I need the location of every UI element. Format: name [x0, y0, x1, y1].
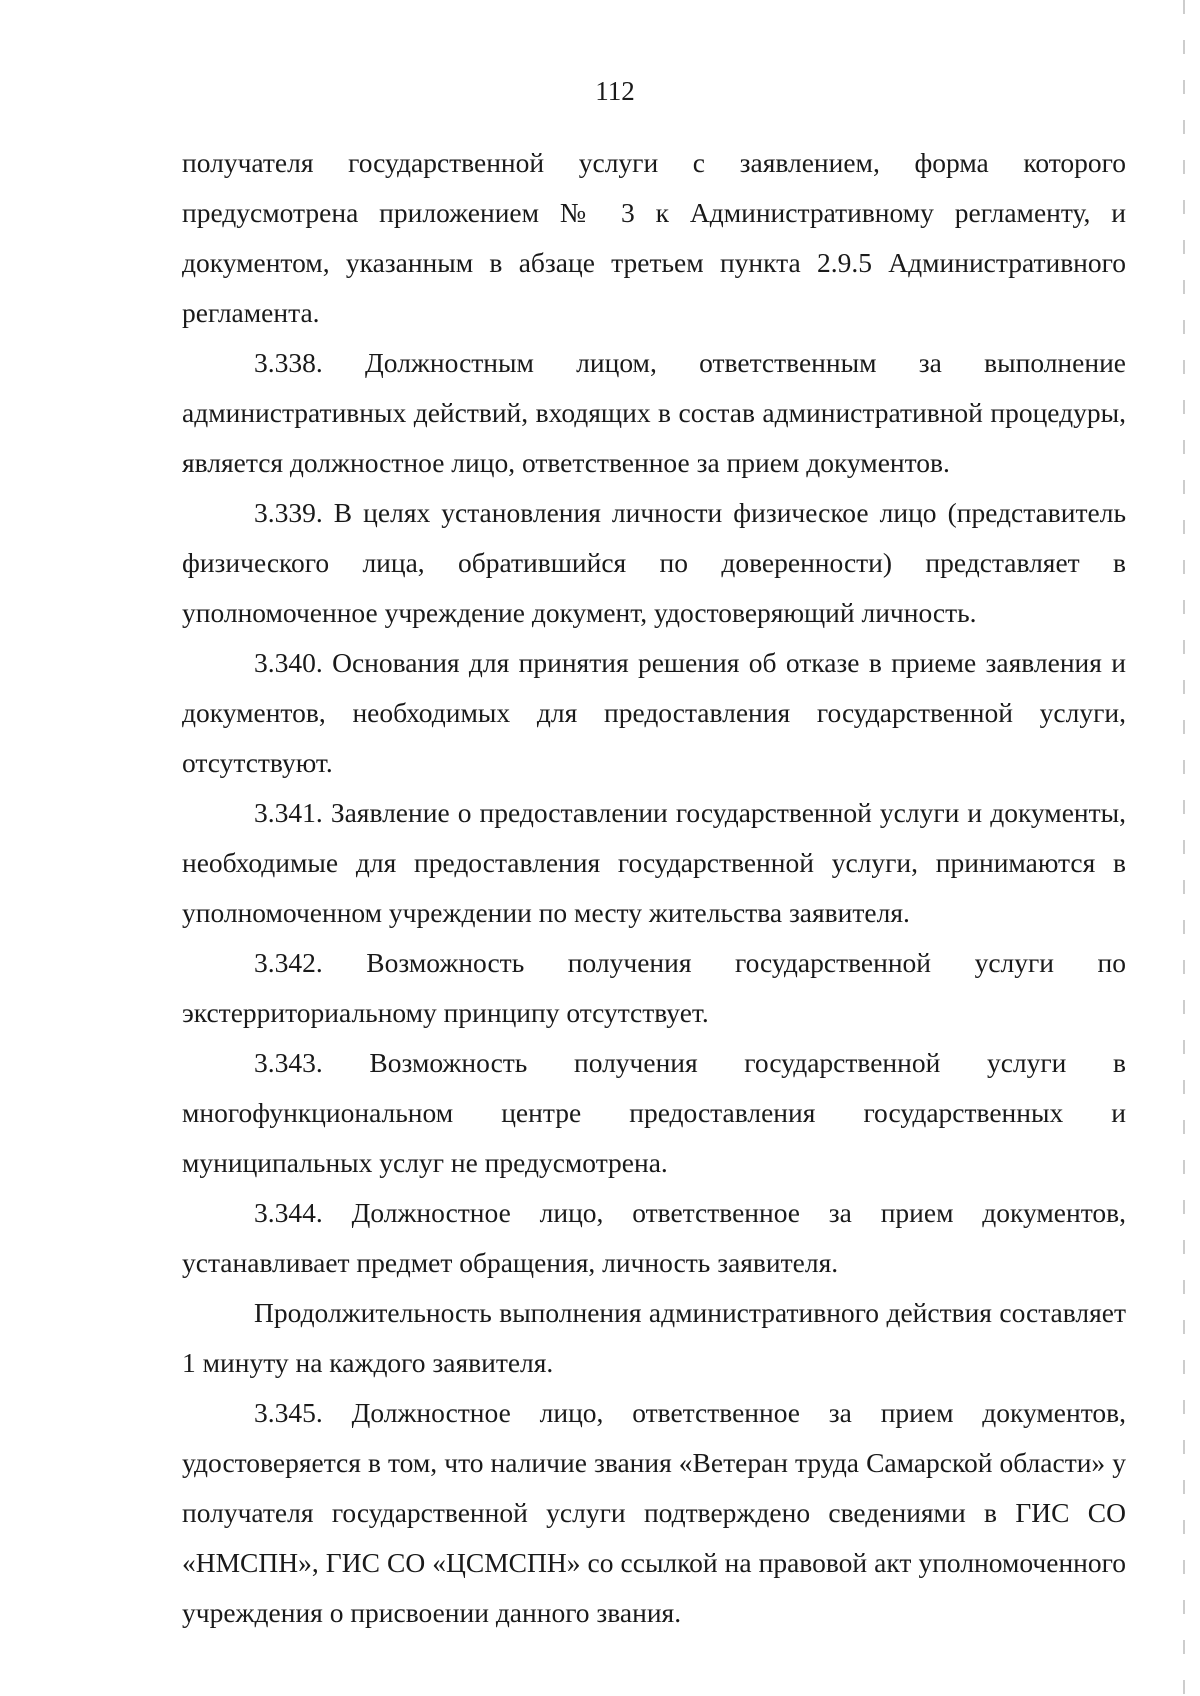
paragraph-3-340: 3.340. Основания для принятия решения об отказе в приеме заявления и документов, необходимых для предоставления государственной услуги, отсутствуют. [182, 647, 1126, 778]
paragraph-continuation: получателя государственной услуги с заявлением, форма которого предусмотрена приложением № 3 к Административному регламенту, и документом, указанным в абзаце третьем пункта 2.9.5 Административного регламента. [182, 147, 1126, 328]
paragraph-3-339: 3.339. В целях установления личности физическое лицо (представитель физического лица, обратившийся по доверенности) представляет в уполномоченное учреждение документ, удостоверяющий личность. [182, 497, 1126, 628]
paragraph-3-344: 3.344. Должностное лицо, ответственное за прием документов, устанавливает предмет обращения, личность заявителя. [182, 1197, 1126, 1278]
paragraph-3-345: 3.345. Должностное лицо, ответственное за прием документов, удостоверяется в том, что наличие звания «Ветеран труда Самарской области» у получателя государственной услуги подтверждено сведениями в ГИС СО «НМСПН», ГИС СО «ЦСМСПН» со ссылкой на правовой акт уполномоченного учреждения о присвоении данного звания. [182, 1397, 1126, 1628]
paragraph-3-343: 3.343. Возможность получения государственной услуги в многофункциональном центре предоставления государственных и муниципальных услуг не предусмотрена. [182, 1047, 1126, 1178]
paragraph-3-342: 3.342. Возможность получения государственной услуги по экстерриториальному принципу отсутствует. [182, 947, 1126, 1028]
page-number: 112 [595, 76, 635, 106]
paragraph-3-341: 3.341. Заявление о предоставлении государственной услуги и документы, необходимые для предоставления государственной услуги, принимаются в уполномоченном учреждении по месту жительства заявителя. [182, 797, 1126, 928]
paragraph-duration: Продолжительность выполнения административного действия составляет 1 минуту на каждого заявителя. [182, 1297, 1126, 1378]
scan-margin-line [1183, 0, 1185, 1696]
document-body [182, 138, 1126, 1638]
paragraph-3-338: 3.338. Должностным лицом, ответственным за выполнение административных действий, входящих в состав административной процедуры, является должностное лицо, ответственное за прием документов. [182, 347, 1126, 478]
